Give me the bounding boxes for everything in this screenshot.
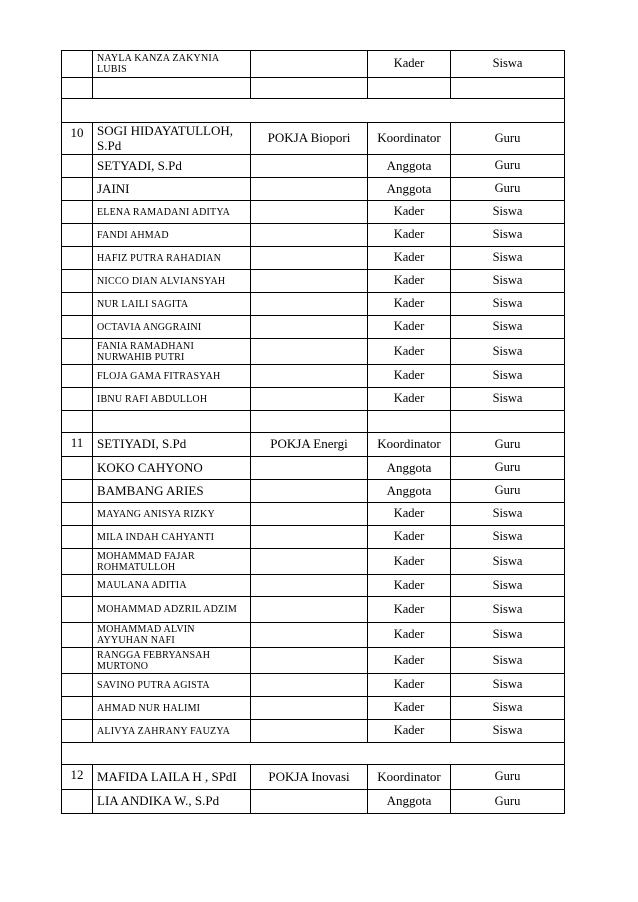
pokja-name bbox=[251, 623, 368, 648]
table-row bbox=[62, 549, 565, 575]
member-role: Kader bbox=[368, 697, 451, 720]
pokja-name bbox=[251, 549, 368, 575]
member-name: NAYLA KANZA ZAKYNIA LUBIS bbox=[93, 51, 251, 78]
member-element: Siswa bbox=[451, 51, 565, 78]
member-name: MOHAMMAD FAJAR ROHMATULLOH bbox=[93, 549, 251, 575]
member-name: ALIVYA ZAHRANY FAUZYA bbox=[93, 720, 251, 743]
table-row bbox=[62, 201, 565, 224]
member-element: Siswa bbox=[451, 339, 565, 365]
member-role: Kader bbox=[368, 720, 451, 743]
member-element: Siswa bbox=[451, 720, 565, 743]
pokja-name bbox=[251, 270, 368, 293]
row-number bbox=[62, 597, 93, 623]
member-role: Kader bbox=[368, 270, 451, 293]
pokja-name bbox=[251, 790, 368, 814]
member-name: MAFIDA LAILA H , SPdI bbox=[93, 765, 251, 790]
member-role: Anggota bbox=[368, 457, 451, 480]
member-element: Siswa bbox=[451, 270, 565, 293]
table-row bbox=[62, 247, 565, 270]
member-element: Siswa bbox=[451, 623, 565, 648]
member-name: SOGI HIDAYATULLOH, S.Pd bbox=[93, 123, 251, 155]
table-row bbox=[62, 597, 565, 623]
member-role: Kader bbox=[368, 51, 451, 78]
table-row bbox=[62, 697, 565, 720]
table-row bbox=[62, 674, 565, 697]
member-name: SETIYADI, S.Pd bbox=[93, 433, 251, 457]
row-number bbox=[62, 247, 93, 270]
member-element: Siswa bbox=[451, 526, 565, 549]
member-element: Siswa bbox=[451, 575, 565, 597]
member-element: Siswa bbox=[451, 674, 565, 697]
table-row bbox=[62, 765, 565, 790]
member-name: FANIA RAMADHANI NURWAHIB PUTRI bbox=[93, 339, 251, 365]
member-name: LIA ANDIKA W., S.Pd bbox=[93, 790, 251, 814]
row-number bbox=[62, 388, 93, 411]
member-table bbox=[61, 50, 565, 814]
table-row bbox=[62, 433, 565, 457]
pokja-name bbox=[251, 720, 368, 743]
member-name: ELENA RAMADANI ADITYA bbox=[93, 201, 251, 224]
member-name: KOKO CAHYONO bbox=[93, 457, 251, 480]
member-element: Siswa bbox=[451, 697, 565, 720]
table-row bbox=[62, 178, 565, 201]
pokja-name bbox=[251, 388, 368, 411]
member-role: Koordinator bbox=[368, 765, 451, 790]
member-element: Guru bbox=[451, 155, 565, 178]
member-role: Anggota bbox=[368, 178, 451, 201]
member-name: MAULANA ADITIA bbox=[93, 575, 251, 597]
pokja-name bbox=[251, 526, 368, 549]
member-name: MOHAMMAD ADZRIL ADZIM bbox=[93, 597, 251, 623]
member-name: SAVINO PUTRA AGISTA bbox=[93, 674, 251, 697]
row-number bbox=[62, 480, 93, 503]
table-row bbox=[62, 339, 565, 365]
member-name: MILA INDAH CAHYANTI bbox=[93, 526, 251, 549]
member-name: MAYANG ANISYA RIZKY bbox=[93, 503, 251, 526]
row-number bbox=[62, 51, 93, 78]
member-element: Siswa bbox=[451, 293, 565, 316]
row-number bbox=[62, 224, 93, 247]
member-name: FANDI AHMAD bbox=[93, 224, 251, 247]
table-row bbox=[62, 648, 565, 674]
table-row bbox=[62, 526, 565, 549]
member-role: Kader bbox=[368, 316, 451, 339]
empty-cell-pokja bbox=[251, 411, 368, 433]
table-row bbox=[62, 155, 565, 178]
member-element: Guru bbox=[451, 433, 565, 457]
table-row bbox=[62, 388, 565, 411]
empty-row bbox=[62, 411, 565, 433]
member-role: Kader bbox=[368, 503, 451, 526]
member-element: Guru bbox=[451, 457, 565, 480]
pokja-name bbox=[251, 480, 368, 503]
row-number: 12 bbox=[62, 765, 93, 790]
section-gap-row bbox=[62, 743, 565, 765]
member-name: SETYADI, S.Pd bbox=[93, 155, 251, 178]
empty-cell-name bbox=[93, 78, 251, 99]
table-row bbox=[62, 224, 565, 247]
member-role: Kader bbox=[368, 201, 451, 224]
member-role: Kader bbox=[368, 247, 451, 270]
row-number bbox=[62, 457, 93, 480]
empty-cell-pokja bbox=[251, 78, 368, 99]
row-number bbox=[62, 623, 93, 648]
pokja-name bbox=[251, 457, 368, 480]
row-number bbox=[62, 526, 93, 549]
member-role: Kader bbox=[368, 526, 451, 549]
member-role: Koordinator bbox=[368, 433, 451, 457]
pokja-name bbox=[251, 293, 368, 316]
table-row bbox=[62, 457, 565, 480]
table-row bbox=[62, 790, 565, 814]
pokja-name bbox=[251, 201, 368, 224]
pokja-name bbox=[251, 178, 368, 201]
member-role: Anggota bbox=[368, 480, 451, 503]
member-name: HAFIZ PUTRA RAHADIAN bbox=[93, 247, 251, 270]
gap-cell bbox=[62, 743, 565, 765]
table-row bbox=[62, 316, 565, 339]
pokja-name bbox=[251, 247, 368, 270]
row-number bbox=[62, 178, 93, 201]
row-number bbox=[62, 648, 93, 674]
member-role: Kader bbox=[368, 549, 451, 575]
table-row bbox=[62, 503, 565, 526]
member-role: Kader bbox=[368, 224, 451, 247]
member-element: Guru bbox=[451, 790, 565, 814]
member-element: Siswa bbox=[451, 648, 565, 674]
member-role: Kader bbox=[368, 623, 451, 648]
member-element: Siswa bbox=[451, 549, 565, 575]
pokja-name bbox=[251, 365, 368, 388]
member-name: NUR LAILI SAGITA bbox=[93, 293, 251, 316]
pokja-name bbox=[251, 224, 368, 247]
member-role: Koordinator bbox=[368, 123, 451, 155]
row-number bbox=[62, 720, 93, 743]
member-role: Kader bbox=[368, 388, 451, 411]
row-number bbox=[62, 155, 93, 178]
pokja-name bbox=[251, 339, 368, 365]
pokja-name bbox=[251, 155, 368, 178]
pokja-name bbox=[251, 51, 368, 78]
member-element: Guru bbox=[451, 178, 565, 201]
member-element: Guru bbox=[451, 123, 565, 155]
member-name: MOHAMMAD ALVIN AYYUHAN NAFI bbox=[93, 623, 251, 648]
row-number bbox=[62, 293, 93, 316]
table-row bbox=[62, 123, 565, 155]
member-element: Guru bbox=[451, 765, 565, 790]
member-element: Siswa bbox=[451, 597, 565, 623]
member-element: Siswa bbox=[451, 224, 565, 247]
table-row bbox=[62, 365, 565, 388]
row-number bbox=[62, 697, 93, 720]
pokja-name: POKJA Biopori bbox=[251, 123, 368, 155]
empty-cell-name bbox=[93, 411, 251, 433]
empty-cell-no bbox=[62, 411, 93, 433]
row-number bbox=[62, 575, 93, 597]
table-row bbox=[62, 720, 565, 743]
member-element: Siswa bbox=[451, 365, 565, 388]
member-role: Kader bbox=[368, 339, 451, 365]
member-role: Kader bbox=[368, 648, 451, 674]
pokja-name bbox=[251, 597, 368, 623]
table-row bbox=[62, 270, 565, 293]
member-name: RANGGA FEBRYANSAH MURTONO bbox=[93, 648, 251, 674]
pokja-name bbox=[251, 648, 368, 674]
row-number bbox=[62, 270, 93, 293]
empty-cell-jabatan bbox=[368, 411, 451, 433]
row-number bbox=[62, 316, 93, 339]
empty-row bbox=[62, 78, 565, 99]
pokja-name bbox=[251, 674, 368, 697]
member-element: Siswa bbox=[451, 503, 565, 526]
empty-cell-jabatan bbox=[368, 78, 451, 99]
member-name: FLOJA GAMA FITRASYAH bbox=[93, 365, 251, 388]
section-gap-row bbox=[62, 99, 565, 123]
pokja-name bbox=[251, 316, 368, 339]
row-number bbox=[62, 365, 93, 388]
member-role: Anggota bbox=[368, 790, 451, 814]
table-row bbox=[62, 575, 565, 597]
member-role: Anggota bbox=[368, 155, 451, 178]
member-role: Kader bbox=[368, 575, 451, 597]
row-number bbox=[62, 549, 93, 575]
member-role: Kader bbox=[368, 674, 451, 697]
pokja-name bbox=[251, 697, 368, 720]
member-name: IBNU RAFI ABDULLOH bbox=[93, 388, 251, 411]
table-row bbox=[62, 51, 565, 78]
empty-cell-unsur bbox=[451, 78, 565, 99]
row-number bbox=[62, 339, 93, 365]
member-name: AHMAD NUR HALIMI bbox=[93, 697, 251, 720]
row-number bbox=[62, 674, 93, 697]
member-element: Siswa bbox=[451, 247, 565, 270]
row-number bbox=[62, 201, 93, 224]
member-name: JAINI bbox=[93, 178, 251, 201]
row-number bbox=[62, 790, 93, 814]
member-element: Siswa bbox=[451, 316, 565, 339]
table-row bbox=[62, 480, 565, 503]
row-number: 10 bbox=[62, 123, 93, 155]
pokja-name bbox=[251, 503, 368, 526]
empty-cell-no bbox=[62, 78, 93, 99]
member-name: OCTAVIA ANGGRAINI bbox=[93, 316, 251, 339]
row-number bbox=[62, 503, 93, 526]
pokja-name bbox=[251, 575, 368, 597]
member-name: BAMBANG ARIES bbox=[93, 480, 251, 503]
empty-cell-unsur bbox=[451, 411, 565, 433]
member-role: Kader bbox=[368, 293, 451, 316]
table-row bbox=[62, 623, 565, 648]
row-number: 11 bbox=[62, 433, 93, 457]
member-element: Guru bbox=[451, 480, 565, 503]
pokja-name: POKJA Inovasi bbox=[251, 765, 368, 790]
pokja-name: POKJA Energi bbox=[251, 433, 368, 457]
member-role: Kader bbox=[368, 365, 451, 388]
member-element: Siswa bbox=[451, 201, 565, 224]
table-row bbox=[62, 293, 565, 316]
member-role: Kader bbox=[368, 597, 451, 623]
member-element: Siswa bbox=[451, 388, 565, 411]
member-name: NICCO DIAN ALVIANSYAH bbox=[93, 270, 251, 293]
gap-cell bbox=[62, 99, 565, 123]
